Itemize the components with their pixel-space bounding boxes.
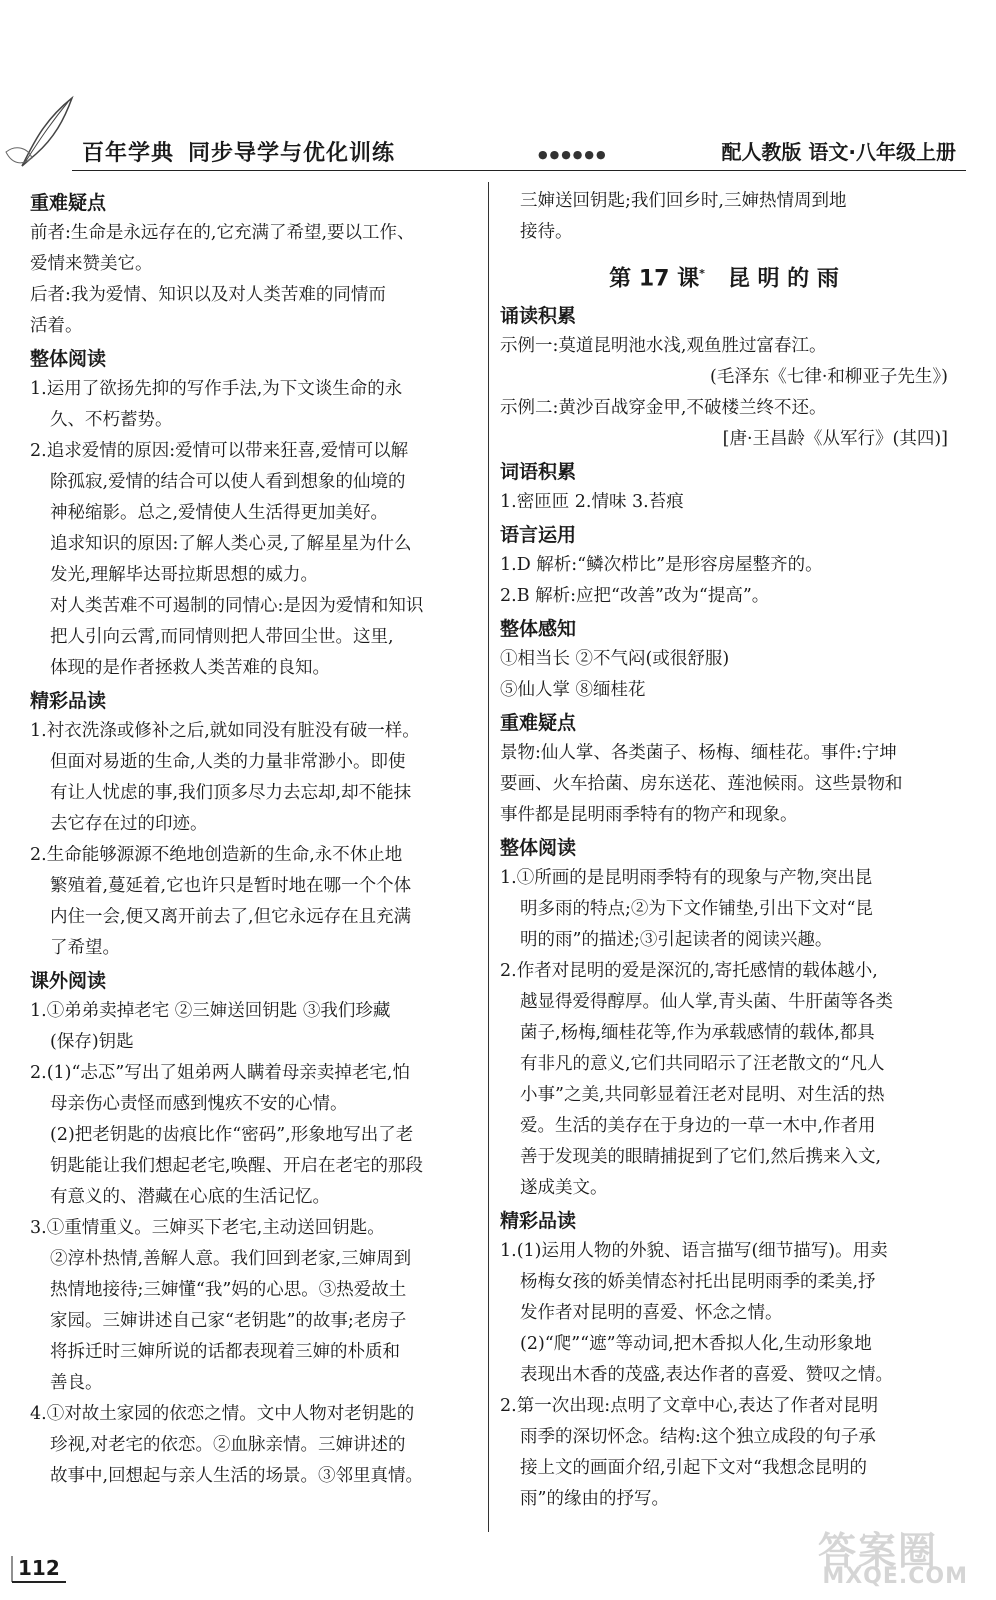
- answer-line: (2)把老钥匙的齿痕比作“密码”,形象地写出了老: [50, 1125, 414, 1145]
- answer-line: 发作者对昆明的喜爱、怀念之情。: [520, 1303, 783, 1324]
- section-heading: 精彩品读: [30, 690, 107, 712]
- answer-line: 1.(1)运用人物的外貌、语言描写(细节描写)。用卖: [500, 1241, 888, 1262]
- section-heading: 精彩品读: [500, 1210, 577, 1233]
- answer-line: 菌子,杨梅,缅桂花等,作为承载感情的载体,都具: [520, 1023, 875, 1044]
- answer-line: ⑤仙人掌 ⑧缅桂花: [500, 680, 646, 701]
- answer-line: 追求知识的原因:了解人类心灵,了解星星为什么: [50, 534, 412, 554]
- answer-line: 1.运用了欲扬先抑的写作手法,为下文谈生命的永: [30, 379, 403, 399]
- answer-line: 要画、火车拾菌、房东送花、莲池候雨。这些景物和: [500, 774, 903, 795]
- answer-line: (2)“爬”“遮”等动词,把木香拟人化,生动形象地: [520, 1334, 872, 1355]
- right-column: [500, 186, 948, 1515]
- answer-line: 有让人忧虑的事,我们顶多尽力去忘却,却不能抹: [50, 783, 412, 803]
- page-number-badge: [10, 1552, 70, 1586]
- left-column: [30, 186, 478, 1492]
- answer-line: 1.①所画的是昆明雨季特有的现象与产物,突出昆: [500, 868, 873, 889]
- answer-line: 爱情来赞美它。: [30, 254, 153, 274]
- answer-line: 景物:仙人掌、各类菌子、杨梅、缅桂花。事件:宁坤: [500, 743, 897, 764]
- answer-line: 1.衬衣洗涤或修补之后,就如同没有脏没有破一样。: [30, 721, 420, 741]
- answer-line: 前者:生命是永远存在的,它充满了希望,要以工作、: [30, 223, 415, 243]
- answer-line: 去它存在过的印迹。: [50, 814, 208, 834]
- book-brand: [82, 136, 395, 167]
- page-header: [0, 88, 996, 178]
- section-heading: 词语积累: [500, 461, 577, 484]
- answer-line: 但面对易逝的生命,人类的力量非常渺小。即使: [50, 752, 406, 772]
- brand-title: 百年学典: [82, 141, 175, 166]
- answer-line: 善良。: [50, 1373, 103, 1393]
- answer-line: 表现出木香的茂盛,表达作者的喜爱、赞叹之情。: [520, 1365, 894, 1386]
- source-citation: (毛泽东《七律·和柳亚子先生》): [710, 367, 948, 388]
- answer-line: 内住一会,便又离开前去了,但它永远存在且充满: [50, 907, 412, 927]
- answer-line: 示例一:莫道昆明池水浅,观鱼胜过富春江。: [500, 336, 827, 357]
- answer-line: 接待。: [520, 222, 573, 242]
- answer-line: (保存)钥匙: [50, 1032, 134, 1052]
- answer-line: 三婶送回钥匙;我们回乡时,三婶热情周到地: [520, 191, 847, 211]
- answer-line: 珍视,对老宅的依恋。②血脉亲情。三婶讲述的: [50, 1435, 406, 1455]
- site-watermark: [758, 1520, 968, 1592]
- edition-label: 配人教版 语文·八年级上册: [721, 140, 956, 164]
- answer-line: 了希望。: [50, 938, 120, 958]
- answer-line: 母亲伤心责怪而感到愧疚不安的心情。: [50, 1094, 348, 1114]
- answer-line: 2.第一次出现:点明了文章中心,表达了作者对昆明: [500, 1396, 879, 1417]
- answer-line: 热情地接待;三婶懂“我”妈的心思。③热爱故土: [50, 1280, 407, 1300]
- answer-line: 发光,理解毕达哥拉斯思想的威力。: [50, 565, 319, 585]
- section-heading: 语言运用: [500, 524, 577, 547]
- answer-line: 雨”的缘由的抒写。: [520, 1489, 669, 1510]
- section-heading: 课外阅读: [30, 970, 107, 992]
- answer-line: 2.追求爱情的原因:爱情可以带来狂喜,爱情可以解: [30, 441, 409, 461]
- answer-line: 接上文的画面介绍,引起下文对“我想念昆明的: [520, 1458, 868, 1479]
- answer-line: 善于发现美的眼睛捕捉到了它们,然后携来入文,: [520, 1147, 882, 1168]
- answer-line: 4.①对故土家园的依恋之情。文中人物对老钥匙的: [30, 1404, 415, 1424]
- answer-line: 活着。: [30, 316, 83, 336]
- lesson-star: *: [699, 267, 705, 280]
- section-heading: 整体阅读: [30, 348, 107, 370]
- answer-line: 后者:我为爱情、知识以及对人类苦难的同情而: [30, 285, 386, 305]
- section-heading: 重难疑点: [500, 712, 577, 735]
- lesson-name: 昆 明 的 雨: [727, 266, 839, 292]
- quill-feather-icon: [2, 92, 92, 172]
- answer-line: 小事”之美,共同彰显着汪老对昆明、对生活的热: [520, 1085, 885, 1106]
- column-divider: [488, 182, 489, 1532]
- source-citation: [唐·王昌龄《从军行》(其四)]: [722, 429, 948, 450]
- answer-line: 家园。三婶讲述自己家“老钥匙”的故事;老房子: [50, 1311, 407, 1331]
- answer-line: 故事中,回想起与亲人生活的场景。③邻里真情。: [50, 1466, 424, 1486]
- answer-line: 2.B 解析:应把“改善”改为“提高”。: [500, 586, 770, 607]
- answer-line: 遂成美文。: [520, 1178, 608, 1199]
- answer-line: 将拆迁时三婶所说的话都表现着三婶的朴质和: [50, 1342, 400, 1362]
- answer-line: 1.D 解析:“鳞次栉比”是形容房屋整齐的。: [500, 555, 823, 576]
- answer-line: 久、不朽蓄势。: [50, 410, 173, 430]
- lesson-number: 第 17 课: [609, 266, 700, 292]
- watermark-logo-text: 答案圈: [817, 1529, 938, 1573]
- answer-line: 体现的是作者拯救人类苦难的良知。: [50, 658, 330, 678]
- answer-line: 明多雨的特点;②为下文作铺垫,引出下文对“昆: [520, 899, 873, 920]
- brand-subtitle: 同步导学与优化训练: [188, 141, 396, 166]
- answer-line: 繁殖着,蔓延着,它也许只是暂时地在哪一个个体: [50, 876, 412, 896]
- section-heading: 整体阅读: [500, 837, 577, 860]
- answer-line: 1.①弟弟卖掉老宅 ②三婶送回钥匙 ③我们珍藏: [30, 1001, 391, 1021]
- answer-line: 越显得爱得醇厚。仙人掌,青头菌、牛肝菌等各类: [520, 992, 894, 1013]
- answer-line: 2.(1)“忐忑”写出了姐弟两人瞒着母亲卖掉老宅,怕: [30, 1063, 410, 1083]
- answer-line: 对人类苦难不可遏制的同情心:是因为爱情和知识: [50, 596, 424, 616]
- lesson-title: [500, 254, 948, 299]
- section-heading: 整体感知: [500, 618, 577, 641]
- answer-line: ①相当长 ②不气闷(或很舒服): [500, 649, 730, 670]
- answer-line: 把人引向云霄,而同情则把人带回尘世。这里,: [50, 627, 394, 647]
- answer-line: 有非凡的意义,它们共同昭示了汪老散文的“凡人: [520, 1054, 885, 1075]
- answer-line: 杨梅女孩的娇美情态衬托出昆明雨季的柔美,抒: [520, 1272, 876, 1293]
- answer-line: 1.密匝匝 2.情味 3.苔痕: [500, 492, 684, 513]
- header-rule: [72, 170, 966, 171]
- answer-line: 除孤寂,爱情的结合可以使人看到想象的仙境的: [50, 472, 406, 492]
- answer-line: 明的雨”的描述;③引起读者的阅读兴趣。: [520, 930, 833, 951]
- section-heading: 重难疑点: [30, 192, 107, 214]
- watermark-url: MXQE.COM: [822, 1564, 968, 1589]
- answer-line: 3.①重情重义。三婶买下老宅,主动送回钥匙。: [30, 1218, 385, 1238]
- page-number: 112: [18, 1556, 60, 1580]
- answer-line: 2.生命能够源源不绝地创造新的生命,永不休止地: [30, 845, 403, 865]
- header-dots: ●●●●●●: [538, 148, 608, 161]
- answer-line: 雨季的深切怀念。结构:这个独立成段的句子承: [520, 1427, 876, 1448]
- section-heading: 诵读积累: [500, 305, 577, 328]
- answer-line: 有意义的、潜藏在心底的生活记忆。: [50, 1187, 330, 1207]
- answer-line: 示例二:黄沙百战穿金甲,不破楼兰终不还。: [500, 398, 827, 419]
- answer-line: 事件都是昆明雨季特有的物产和现象。: [500, 805, 798, 826]
- answer-line: ②淳朴热情,善解人意。我们回到老家,三婶周到: [50, 1249, 412, 1269]
- answer-line: 2.作者对昆明的爱是深沉的,寄托感情的载体越小,: [500, 961, 878, 982]
- answer-line: 钥匙能让我们想起老宅,唤醒、开启在老宅的那段: [50, 1156, 424, 1176]
- answer-line: 神秘缩影。总之,爱情使人生活得更加美好。: [50, 503, 389, 523]
- answer-line: 爱。生活的美存在于身边的一草一木中,作者用: [520, 1116, 876, 1137]
